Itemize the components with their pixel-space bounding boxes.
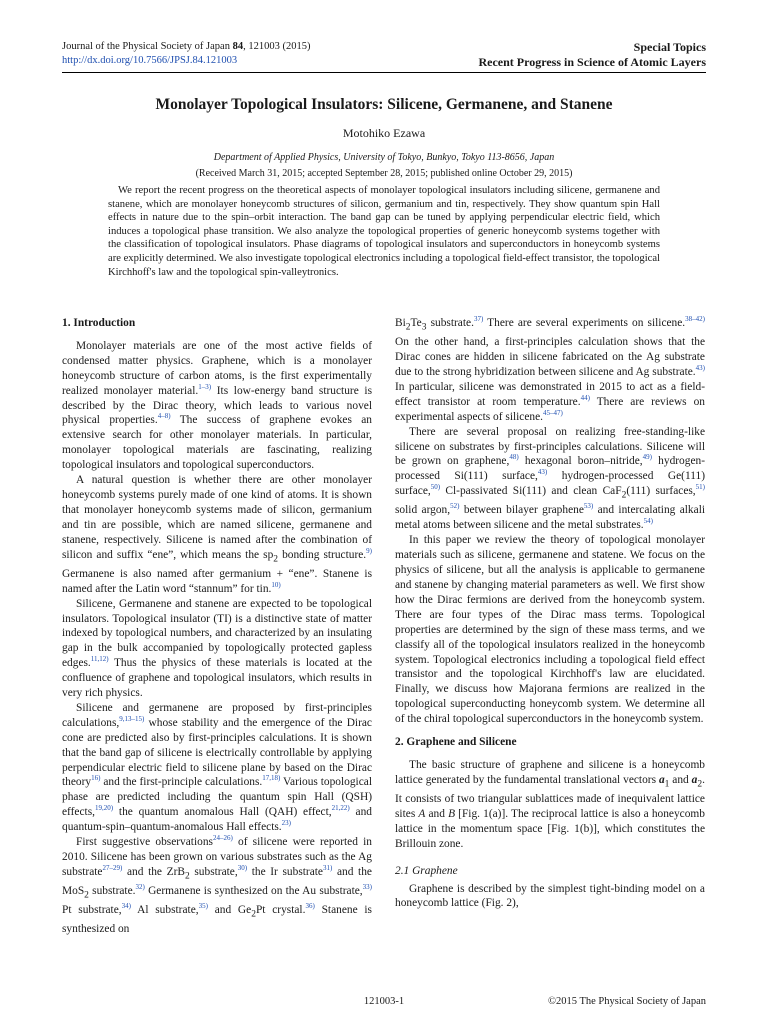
topic-title: Recent Progress in Science of Atomic Layers (478, 55, 706, 69)
author: Motohiko Ezawa (342, 126, 426, 140)
citation-link[interactable]: 32) (135, 883, 145, 892)
header-rule (62, 72, 706, 73)
paragraph: A natural question is whether there are other monolayer honeycomb systems purely made of one kind of atoms. It is shown that monolayer honeycomb systems made of silicon, germanium and tin are possible, which are named silicene, germanene and stanene, respectively. Silicene is named after the combination of silicon and suffix “ene”, which means the $sp_2$ bonding structure.$^{9)}$ Germanene is also named after germanium + “ene”. Stanene is named after the Latin word “stannum” for tin.$^{10)}$ (62, 474, 372, 595)
citation-link[interactable]: 37) (473, 315, 484, 324)
citation-link[interactable]: 38–42) (685, 315, 705, 324)
citation-link[interactable]: 50) (430, 483, 441, 492)
citation-link[interactable]: 35) (198, 902, 208, 911)
page-number: 121003-1 (363, 996, 405, 1007)
copyright: ©2015 The Physical Society of Japan (548, 996, 706, 1007)
paper-title: Monolayer Topological Insulators: Silicene, Germanene, and Stanene (155, 96, 613, 113)
special-topics-label: Special Topics (633, 40, 706, 54)
citation-link[interactable]: 45–47) (543, 408, 563, 417)
paragraph: The basic structure of graphene and silicene is a honeycomb lattice generated by the fundamental translational vectors $a_1$ and $a_2$. It consists of two triangular sublattices made of inequivalent lattice sites A and B [Fig. 1(a)]. The reciprocal lattice is also a honeycomb lattice in the momentum space [Fig. 1(b)], which constitutes the Brillouin zone. (395, 758, 705, 850)
citation-link[interactable]: 44) (580, 394, 590, 403)
abstract: We report the recent progress on the theoretical aspects of monolayer topological insulators including silicene, germanene and stanene, which are monolayer honeycomb structures of silicon, germanium and tin, respectively. They show quantum spin Hall effects in nature due to the spin–orbit interaction. The band gap can be tuned by applying perpendicular electric field, which induces a topological phase transition. We also analyze the topological properties of generic honeycomb systems together with the classification of topological insulators. Phase diagrams of topological insulators and superconductors in honeycomb systems are explicitly determined. We also investigate topological electronics including a topological field-effect transistor, the topological Kirchhoff's law and the topological spin-valleytronics. (108, 185, 660, 278)
citation-link[interactable]: 31) (322, 864, 333, 873)
section-heading-graphene-silicene: 2. Graphene and Silicene (395, 736, 517, 749)
paragraph: $Bi_2Te_3$ substrate.$^{37)}$ There are several experiments on silicene.$^{38-42)}$ On the other hand, a first-principles calculation shows that the Dirac cones are hidden in silicene fabricated on the Ag substrate due to the strong hybridization between silicene and Ag substrate.$^{43)}$ In particular, silicene was demonstrated in 2015 to act as a field-effect transistor at room temperature.$^{44)}$ There are reviews on experimental aspects of silicene.$^{45-47)}$ (395, 315, 705, 423)
citation-link[interactable]: 19,20) (95, 804, 114, 813)
paragraph: Graphene is described by the simplest tight-binding model on a honeycomb lattice (Fig. 2), (395, 882, 705, 910)
citation-link[interactable]: 54) (643, 517, 653, 526)
citation-link[interactable]: 16) (91, 774, 101, 783)
citation-link[interactable]: 49) (642, 453, 653, 462)
paragraph: Silicene and germanene are proposed by first-principles calculations,$^{9,13-15)}$ whose stability and the emergence of the Dirac cone are predicted also by first-principles calculations. It is shown that the band gap of silicene is electrically controllable by applying perpendicular electric field to silicene plane by based on the Dirac theory$^{16)}$ and the first-principle calculations.$^{17,18)}$ Various topological phase are predicted including the quantum spin Hall (QSH) effects,$^{19,20)}$ the quantum anomalous Hall (QAH) effect,$^{21,22)}$ and quantum-spin–quantum-anomalous Hall effects.$^{23)}$ (62, 701, 372, 834)
citation-link[interactable]: 36) (305, 902, 315, 911)
citation-link[interactable]: 51) (695, 483, 705, 492)
doi-link[interactable]: http://dx.doi.org/10.7566/JPSJ.84.121003 (62, 55, 238, 66)
left-column (62, 316, 372, 937)
citation-link[interactable]: 10) (271, 580, 281, 589)
journal-header (62, 40, 310, 68)
citation-link[interactable]: 27–29) (102, 864, 123, 873)
paragraph: Monolayer materials are one of the most active fields of condensed matter physics. Graphene, which is a monolayer honeycomb structure of carbon atoms, is the first experimentally realized monolayer material.$^{1-3)}$ Its low-energy band structure is described by the Dirac theory, which leads to various novel physical properties.$^{4-8)}$ The success of graphene evokes an extensive search for other monolayer materials. In particular, monolayer topological materials are fascinating, realizing topological insulators and topological superconductors. (62, 339, 373, 472)
received-dates: (Received March 31, 2015; accepted September 28, 2015; published online October 29, 2015) (195, 168, 573, 179)
citation-link[interactable]: 23) (281, 819, 291, 828)
citation-link[interactable]: 21,22) (331, 804, 350, 813)
subsection-heading-graphene: 2.1 Graphene (395, 864, 458, 877)
citation-link[interactable]: 53) (583, 502, 594, 511)
paragraph: Silicene, Germanene and stanene are expected to be topological insulators. Topological insulator (TI) is a distinctive state of matter indexed by topological numbers, and characterized by an insulating gap in the bulk accompanied by topologically protected gapless edges.$^{11,12)}$ Thus the physics of these materials is located at the confluence of graphene and topological insulators, which results in very rich physics. (62, 597, 372, 700)
citation-link[interactable]: 30) (237, 864, 248, 873)
citation-link[interactable]: 17,18) (262, 774, 281, 783)
paragraph: First suggestive observations$^{24-26)}$ of silicene were reported in 2010. Silicene has been grown on various substrates such as the Ag substrate$^{27-29)}$ and the ZrB$_2$ substrate,$^{30)}$ the Ir substrate$^{31)}$ and the MoS$_2$ substrate.$^{32)}$ Germanene is synthesized on the Au substrate,$^{33)}$ Pt substrate,$^{34)}$ Al substrate,$^{35)}$ and $Ge_2Pt$ crystal.$^{36)}$ Stanene is synthesized on (62, 834, 372, 936)
affiliation: Department of Applied Physics, University of Tokyo, Bunkyo, Tokyo 113-8656, Japan (213, 152, 555, 163)
section-heading-introduction: 1. Introduction (62, 317, 136, 329)
citation-link[interactable]: 34) (121, 902, 131, 911)
citation-link[interactable]: 9,13–15) (119, 715, 145, 724)
citation-link[interactable]: 48) (509, 453, 519, 462)
right-column (395, 316, 705, 911)
paragraph: In this paper we review the theory of topological monolayer materials such as silicene, germanene and statene. We focus on the physics of silicene, but all the analysis is applicable to germanene and stanene by changing material parameters as well. We first show how the Dirac fermions are derived from the honeycomb system. There are four types of the Dirac mass terms. Topological properties are determined by the sign of these mass terms, and we classify all of the topological insulators realized in the honeycomb system. Topological electronics including a topological field effect transistor and the topological Kirchhoff's law are elucidated. Finally, we discuss how Majorana fermions are realized in the topological superconducting honeycomb system. We determine all of the chiral topological superconductors in the honeycomb system. (395, 534, 705, 726)
journal-citation: Journal of the Physical Society of Japan 84, 121003 (2015) (62, 41, 311, 52)
citation-link[interactable]: 9) (366, 546, 372, 555)
citation-link[interactable]: 52) (450, 502, 460, 511)
special-topics-header (478, 40, 706, 70)
citation-link[interactable]: 1–3) (198, 382, 212, 391)
citation-link[interactable]: 24–26) (212, 834, 233, 843)
citation-link[interactable]: 43) (695, 364, 705, 373)
citation-link[interactable]: 11,12) (90, 655, 109, 664)
citation-link[interactable]: 4–8) (157, 412, 171, 421)
citation-link[interactable]: 43) (537, 468, 548, 477)
paragraph: There are several proposal on realizing free-standing-like silicene on substrates by first-principles calculations. Silicene will be grown on graphene,$^{48)}$ hexagonal boron–nitride,$^{49)}$ hydrogen-processed Si(111) surface,$^{43)}$ hydrogen-processed Ge(111) surface,$^{50)}$ Cl-passivated Si(111) and clean CaF$_2$(111) surfaces,$^{51)}$ solid argon,$^{52)}$ between bilayer graphene$^{53)}$ and intercalating alkali metal atoms between silicene and the metal substrates.$^{54)}$ (395, 425, 706, 532)
citation-link[interactable]: 33) (362, 883, 372, 892)
